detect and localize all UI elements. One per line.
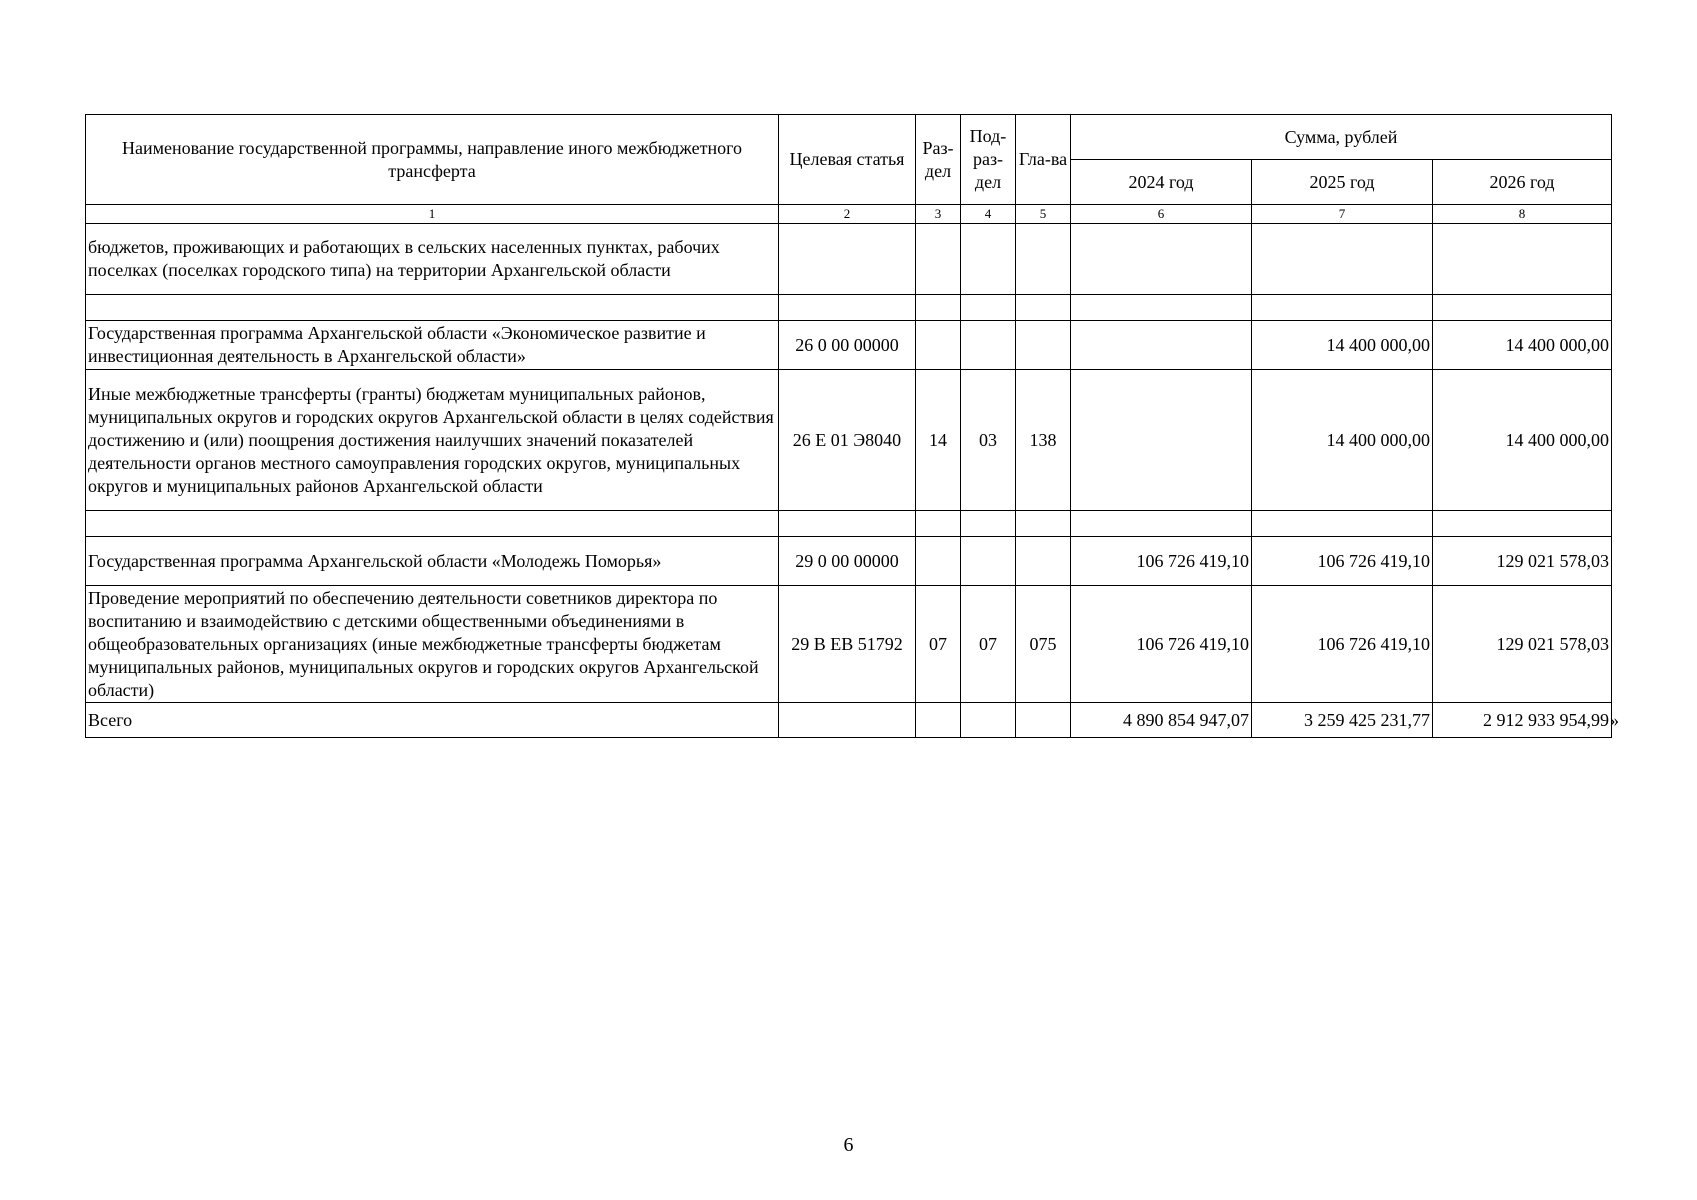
row-amount-2026 [1433, 224, 1612, 295]
header-year-2025: 2025 год [1252, 160, 1433, 205]
total-amount-2024: 4 890 854 947,07 [1071, 703, 1252, 738]
row-chapter: 138 [1016, 370, 1071, 511]
column-number: 1 [86, 205, 779, 224]
row-amount-2024: 106 726 419,10 [1071, 586, 1252, 703]
row-name: Проведение мероприятий по обеспечению деятельности советников директора по воспитанию и взаимодействию с детскими общественными объединениями в общеобразовательных организациях (иные межбюджетные трансферты бюджетам муниципальных районов, муниципальных округов и городских округов Архангельской области) [86, 586, 779, 703]
row-amount-2024 [1071, 321, 1252, 370]
header-target-article: Целевая статья [779, 115, 916, 205]
row-target: 26 Е 01 Э8040 [779, 370, 916, 511]
header-year-2024: 2024 год [1071, 160, 1252, 205]
total-row [86, 703, 1612, 738]
row-subsection: 03 [961, 370, 1016, 511]
column-number: 7 [1252, 205, 1433, 224]
row-chapter [1016, 321, 1071, 370]
header-sum: Сумма, рублей [1071, 115, 1612, 160]
row-section [916, 224, 961, 295]
row-chapter [1016, 537, 1071, 586]
row-amount-2025: 14 400 000,00 [1252, 370, 1433, 511]
row-name: Иные межбюджетные трансферты (гранты) бюджетам муниципальных районов, муниципальных округов и городских округов Архангельской области в целях содействия достижению и (или) поощрения достижения наилучших значений показателей деятельности органов местного самоуправления городских округов, муниципальных округов и муниципальных районов Архангельской области [86, 370, 779, 511]
table-row-program [86, 537, 1612, 586]
row-section [916, 537, 961, 586]
row-amount-2026: 14 400 000,00 [1433, 370, 1612, 511]
spacer-row [86, 295, 1612, 321]
page-number: 6 [843, 1134, 854, 1156]
column-number: 8 [1433, 205, 1612, 224]
row-amount-2024 [1071, 370, 1252, 511]
row-subsection [961, 224, 1016, 295]
row-subsection [961, 321, 1016, 370]
column-number: 5 [1016, 205, 1071, 224]
header-year-2026: 2026 год [1433, 160, 1612, 205]
row-chapter: 075 [1016, 586, 1071, 703]
row-amount-2026: 129 021 578,03 [1433, 537, 1612, 586]
column-number: 6 [1071, 205, 1252, 224]
row-chapter [1016, 224, 1071, 295]
row-amount-2025: 14 400 000,00 [1252, 321, 1433, 370]
row-subsection: 07 [961, 586, 1016, 703]
row-amount-2025 [1252, 224, 1433, 295]
table-row [86, 370, 1612, 511]
row-section: 07 [916, 586, 961, 703]
table-row [86, 586, 1612, 703]
header-section: Раз-дел [916, 115, 961, 205]
row-name: бюджетов, проживающих и работающих в сельских населенных пунктах, рабочих поселках (поселках городского типа) на территории Архангельской области [86, 224, 779, 295]
spacer-row [86, 511, 1612, 537]
header-name: Наименование государственной программы, направление иного межбюджетного трансферта [86, 115, 779, 205]
row-target [779, 224, 916, 295]
row-section [916, 321, 961, 370]
column-number-row [86, 205, 1612, 224]
header-chapter: Гла-ва [1016, 115, 1071, 205]
column-number: 4 [961, 205, 1016, 224]
table-row [86, 224, 1612, 295]
transfers-table [85, 114, 1612, 738]
row-name: Государственная программа Архангельской области «Экономическое развитие и инвестиционная деятельность в Архангельской области» [86, 321, 779, 370]
row-target: 29 В ЕВ 51792 [779, 586, 916, 703]
row-amount-2024: 106 726 419,10 [1071, 537, 1252, 586]
total-amount-2025: 3 259 425 231,77 [1252, 703, 1433, 738]
column-number: 3 [916, 205, 961, 224]
closing-quote: » [1610, 710, 1619, 730]
row-amount-2025: 106 726 419,10 [1252, 586, 1433, 703]
column-number: 2 [779, 205, 916, 224]
row-amount-2025: 106 726 419,10 [1252, 537, 1433, 586]
row-target: 29 0 00 00000 [779, 537, 916, 586]
row-target: 26 0 00 00000 [779, 321, 916, 370]
row-section: 14 [916, 370, 961, 511]
row-amount-2026: 129 021 578,03 [1433, 586, 1612, 703]
row-amount-2024 [1071, 224, 1252, 295]
row-name: Государственная программа Архангельской области «Молодежь Поморья» [86, 537, 779, 586]
total-label: Всего [86, 703, 779, 738]
table-row-program [86, 321, 1612, 370]
total-amount-2026: 2 912 933 954,99 [1433, 703, 1612, 738]
header-subsection: Под-раз-дел [961, 115, 1016, 205]
row-subsection [961, 537, 1016, 586]
row-amount-2026: 14 400 000,00 [1433, 321, 1612, 370]
